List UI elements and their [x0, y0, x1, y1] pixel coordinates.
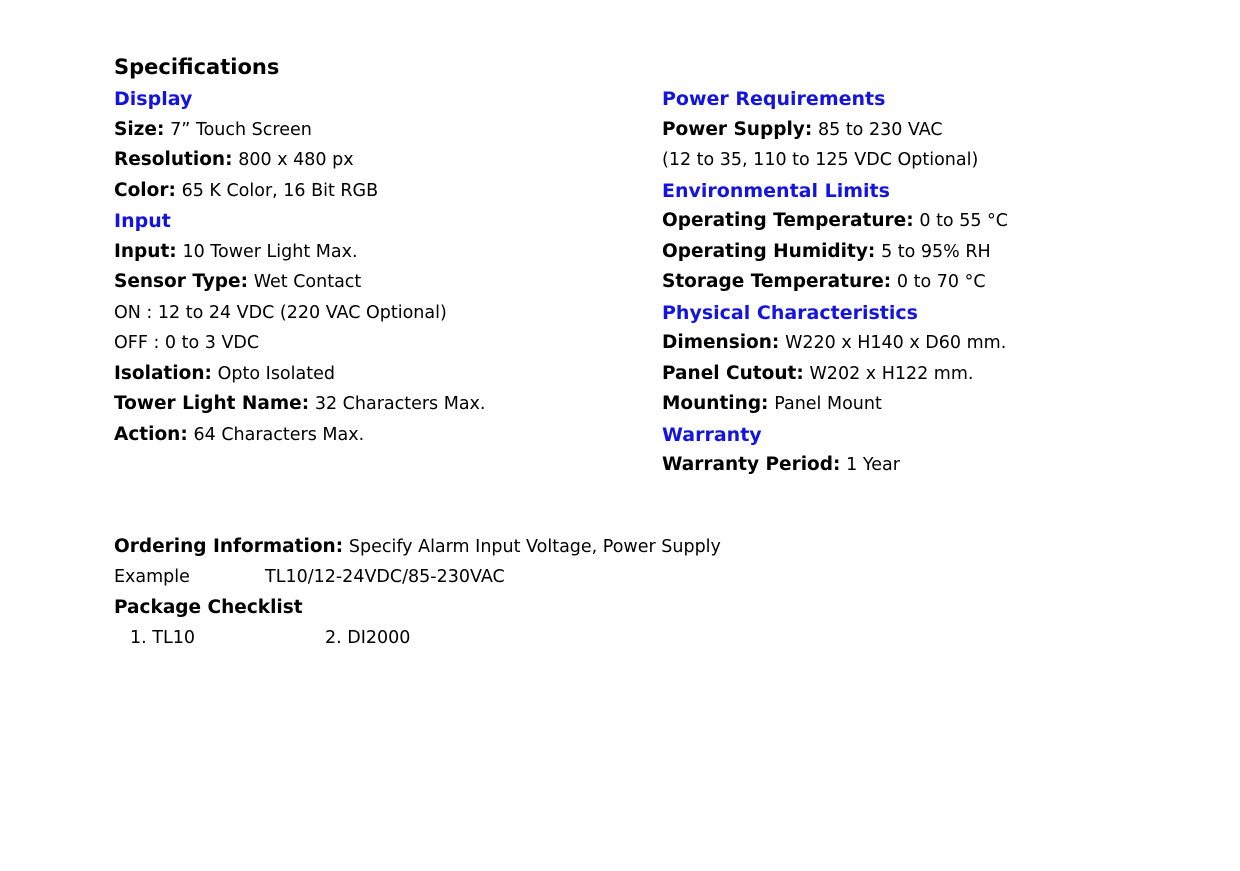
spec-row-mounting: [662, 389, 1182, 420]
spec-row-tower-light-name: [114, 389, 662, 420]
spec-row-storage-temperature: [662, 267, 1182, 298]
checklist-item-2: 2. DI2000: [325, 628, 411, 648]
specifications-columns: [114, 84, 1240, 481]
section-heading-power-requirements: Power Requirements: [662, 88, 886, 110]
spec-row-dimension: [662, 328, 1182, 359]
spec-row-operating-humidity: [662, 237, 1182, 268]
spec-value: W202 x H122 mm.: [809, 363, 974, 384]
spec-value: 32 Characters Max.: [314, 394, 486, 414]
spec-row-operating-temperature: [662, 206, 1182, 237]
checklist-item-1: 1. TL10: [130, 628, 195, 648]
spec-value: 0 to 55 °C: [919, 211, 1009, 231]
spec-value: 800 x 480 px: [238, 150, 354, 170]
section-heading-physical-characteristics: Physical Characteristics: [662, 301, 918, 324]
spec-row-power-supply: [662, 115, 1182, 146]
spec-row-sensor-type: [114, 267, 662, 298]
spec-row-resolution: [114, 145, 662, 176]
spec-label: Resolution:: [114, 149, 233, 170]
spec-label: Size:: [114, 118, 165, 140]
spec-label: Operating Humidity:: [662, 240, 876, 262]
spec-label: Operating Temperature:: [662, 210, 914, 231]
ordering-example-row: [114, 562, 1240, 593]
spec-row-color: [114, 176, 662, 207]
ordering-information-block: [114, 532, 1240, 654]
spec-value: 65 K Color, 16 Bit RGB: [181, 180, 379, 201]
spec-row-panel-cutout: [662, 359, 1182, 390]
spec-value: W220 x H140 x D60 mm.: [785, 333, 1007, 353]
spec-label: Isolation:: [114, 362, 212, 384]
left-column: [114, 84, 662, 450]
spec-label: Tower Light Name:: [114, 393, 310, 414]
spec-note-on-voltage: ON : 12 to 24 VDC (220 VAC Optional): [114, 302, 447, 323]
package-checklist-row: [114, 623, 1240, 654]
section-heading-display: Display: [114, 88, 193, 110]
spec-label: Panel Cutout:: [662, 362, 804, 384]
spec-label: Action:: [114, 423, 188, 445]
spec-row-size: [114, 115, 662, 146]
page-title: Specifications: [114, 55, 280, 79]
spec-value: Opto Isolated: [217, 363, 335, 384]
package-checklist-heading: Package Checklist: [114, 596, 303, 618]
spec-label: Input:: [114, 240, 177, 262]
ordering-value: Specify Alarm Input Voltage, Power Supply: [348, 536, 721, 557]
spec-label: Storage Temperature:: [662, 271, 892, 292]
section-heading-warranty: Warranty: [662, 423, 762, 446]
spec-value: 5 to 95% RH: [881, 241, 991, 262]
section-heading-input: Input: [114, 210, 171, 232]
spec-value: 85 to 230 VAC: [817, 119, 943, 140]
spec-label: Mounting:: [662, 393, 769, 414]
spec-label: Power Supply:: [662, 118, 813, 140]
ordering-example-label: Example: [114, 567, 190, 587]
spec-row-action: [114, 420, 662, 451]
spec-value: 64 Characters Max.: [193, 424, 365, 445]
ordering-label: Ordering Information:: [114, 535, 344, 557]
spec-value: 0 to 70 °C: [896, 272, 986, 292]
spec-value: 7” Touch Screen: [170, 119, 312, 140]
spec-label: Color:: [114, 179, 176, 201]
spec-value: Panel Mount: [774, 394, 882, 414]
spec-note-off-voltage: OFF : 0 to 3 VDC: [114, 333, 260, 353]
spec-row-input: [114, 237, 662, 268]
spec-value: 10 Tower Light Max.: [182, 241, 358, 262]
spec-row-warranty-period: [662, 450, 1182, 481]
ordering-information-row: [114, 532, 1240, 563]
right-column: [662, 84, 1182, 481]
spec-label: Sensor Type:: [114, 271, 248, 292]
spec-label: Warranty Period:: [662, 454, 841, 475]
ordering-example-value: TL10/12-24VDC/85-230VAC: [265, 567, 505, 587]
section-heading-environmental-limits: Environmental Limits: [662, 179, 890, 202]
spec-value: Wet Contact: [253, 272, 362, 292]
spec-row-isolation: [114, 359, 662, 390]
spec-label: Dimension:: [662, 332, 780, 353]
spec-note-power-optional: (12 to 35, 110 to 125 VDC Optional): [662, 150, 979, 170]
spec-value: 1 Year: [846, 455, 900, 475]
